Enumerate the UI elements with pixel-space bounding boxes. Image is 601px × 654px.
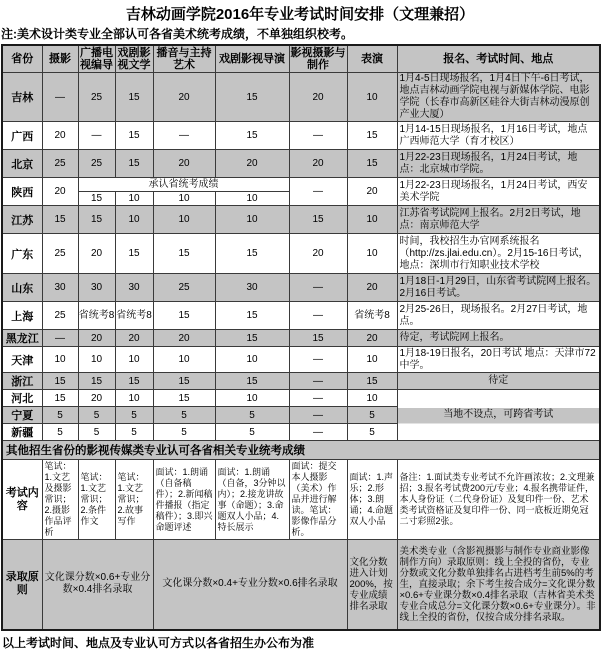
cross-province-info-cell: 当地不设点，可跨省考试 — [397, 390, 600, 441]
province-name: 陕西 — [2, 178, 42, 206]
quota-cell: 10 — [347, 73, 397, 122]
exam-info-cell: 待定，考试院网上报名。 — [397, 330, 600, 347]
province-name: 新疆 — [2, 424, 42, 441]
province-name: 广西 — [2, 122, 42, 150]
province-name: 广东 — [2, 234, 42, 274]
quota-cell: 15 — [215, 234, 289, 274]
quota-cell: 20 — [289, 73, 347, 122]
col-header-performance: 表演 — [347, 45, 397, 73]
quota-cell: 15 — [78, 206, 115, 234]
quota-cell: 15 — [215, 330, 289, 347]
quota-cell: — — [289, 390, 347, 407]
quota-cell: 15 — [215, 73, 289, 122]
quota-cell: 10 — [215, 206, 289, 234]
remark-cell: 备注：1.面试类专业考试不允许画浓妆；2.文理兼招；3.报名考试费200元/专业；4.报名携带证件，本人身份证（二代身份证）及复印件一份、艺术类考试资格证及复印件一份、同一底板近期免冠二寸彩照2张。 — [397, 460, 600, 540]
quota-cell: 20 — [347, 330, 397, 347]
quota-cell: 25 — [78, 73, 115, 122]
quota-cell: 25 — [42, 234, 78, 274]
exam-info-cell: 1月22-23日现场报名，1月24日考试，地点：北京城市学院。 — [397, 150, 600, 178]
quota-cell: 20 — [347, 178, 397, 206]
col-header-film-production: 影视摄影与制作 — [290, 47, 346, 71]
quota-cell: 15 — [215, 122, 289, 150]
quota-cell: 20 — [78, 330, 115, 347]
table-row — [2, 150, 600, 178]
quota-cell: 25 — [153, 274, 215, 302]
quota-cell: 20 — [42, 178, 78, 206]
quota-cell: 10 — [115, 390, 153, 407]
quota-cell: 15 — [115, 73, 153, 122]
quota-cell: — — [289, 178, 347, 206]
quota-cell: 10 — [115, 347, 153, 373]
quota-cell: 10 — [347, 347, 397, 373]
quota-cell: 20 — [153, 150, 215, 178]
table-row — [2, 347, 600, 373]
admission-rule-label: 录取原则 — [2, 540, 42, 630]
col-header-drama-literature: 戏剧影视文学 — [115, 45, 153, 73]
exam-info-cell: 待定 — [397, 373, 600, 390]
exam-content-row — [2, 460, 600, 540]
quota-cell: 20 — [42, 122, 78, 150]
header-row — [2, 45, 600, 73]
quota-cell: 5 — [115, 407, 153, 424]
other-provinces-note: 其他招生省份的影视传媒类专业认可各省相关专业统考成绩 — [2, 441, 600, 460]
quota-cell: 20 — [78, 390, 115, 407]
bottom-disclaimer: 以上考试时间、地点及专业认可方式以各省招生办公布为准 — [2, 635, 315, 650]
quota-cell: 15 — [347, 373, 397, 390]
quota-cell: 15 — [215, 373, 289, 390]
quota-cell: — — [78, 122, 115, 150]
table-row — [2, 178, 600, 192]
quota-cell: 30 — [215, 274, 289, 302]
quota-cell: 15 — [153, 302, 215, 330]
quota-cell: 10 — [153, 347, 215, 373]
quota-cell: 10 — [347, 206, 397, 234]
quota-cell: 省统考8 — [78, 302, 115, 330]
exam-info-cell: 江苏省考试院网上报名。2月2日考试，地点：南京师范大学 — [397, 206, 600, 234]
table-row — [2, 122, 600, 150]
quota-cell: 20 — [289, 150, 347, 178]
province-name: 上海 — [2, 302, 42, 330]
quota-cell: 15 — [289, 206, 347, 234]
exam-content-cell: 笔试：1.文艺及摄影常识；2.摄影作品评析 — [42, 460, 78, 540]
quota-cell: 5 — [153, 407, 215, 424]
exam-content-cell: 面试：1.朗诵（自备稿件）；2.新闻稿件播报（指定稿件）；3.即兴命题评述 — [153, 460, 215, 540]
quota-cell: — — [289, 274, 347, 302]
quota-cell: 15 — [215, 302, 289, 330]
province-name: 山东 — [2, 274, 42, 302]
quota-cell: — — [153, 122, 215, 150]
quota-cell: 15 — [42, 373, 78, 390]
table-row — [2, 206, 600, 234]
other-provinces-row — [2, 441, 600, 460]
admission-rule-cell: 文化课分数×0.6+专业分数×0.4排名录取 — [42, 540, 153, 630]
quota-cell: 10 — [115, 192, 153, 206]
quota-cell: 15 — [78, 192, 115, 206]
quota-cell: 10 — [215, 192, 289, 206]
col-header-film-directing: 戏剧影视导演 — [215, 45, 289, 73]
exam-content-cell: 面试：1.声乐；2.形体；3.朗诵；4.命题双人小品 — [347, 460, 397, 540]
quota-cell: 省统考8 — [115, 302, 153, 330]
quota-cell: 15 — [153, 234, 215, 274]
exam-content-cell: 笔试：1.文艺常识；2.故事写作 — [115, 460, 153, 540]
table-row — [2, 274, 600, 302]
province-name: 江苏 — [2, 206, 42, 234]
exam-info-cell: 1月18-19日报名，20日考试 地点：天津市72中学。 — [397, 347, 600, 373]
quota-cell: 20 — [347, 274, 397, 302]
exam-info-cell: 1月18日-1月29日，山东省考试院网上报名。2月16日考试。 — [397, 274, 600, 302]
quota-cell: 15 — [115, 150, 153, 178]
quota-cell: 10 — [347, 390, 397, 407]
quota-cell: 15 — [115, 122, 153, 150]
quota-cell: 20 — [78, 234, 115, 274]
exam-content-cell: 面试：提交本人摄影（美术）作品并进行解读。笔试：影像作品分析。 — [289, 460, 347, 540]
quota-cell: 15 — [42, 206, 78, 234]
quota-cell: 5 — [153, 424, 215, 441]
quota-cell: — — [289, 347, 347, 373]
province-name: 黑龙江 — [2, 330, 42, 347]
table-row — [2, 373, 600, 390]
quota-cell: 10 — [42, 347, 78, 373]
table-row — [2, 390, 600, 407]
quota-cell: 20 — [115, 330, 153, 347]
province-name: 宁夏 — [2, 407, 42, 424]
quota-cell: 省统考8 — [347, 302, 397, 330]
quota-cell: 5 — [347, 407, 397, 424]
quota-cell: — — [289, 373, 347, 390]
province-name: 吉林 — [2, 73, 42, 122]
table-row — [2, 73, 600, 122]
quota-cell: 25 — [42, 302, 78, 330]
quota-cell: — — [42, 330, 78, 347]
province-name: 天津 — [2, 347, 42, 373]
quota-cell: 5 — [42, 407, 78, 424]
quota-cell: 5 — [347, 424, 397, 441]
quota-cell: 10 — [215, 347, 289, 373]
quota-cell: 15 — [153, 373, 215, 390]
quota-cell: 15 — [78, 373, 115, 390]
col-header-exam-info: 报名、考试时间、地点 — [397, 45, 600, 73]
table-row — [2, 302, 600, 330]
province-name: 河北 — [2, 390, 42, 407]
quota-cell: 5 — [215, 424, 289, 441]
quota-cell: — — [289, 122, 347, 150]
admission-rule-cell: 文化分数进入计划200%，按专业成绩排名录取 — [347, 540, 397, 630]
quota-cell: 30 — [42, 274, 78, 302]
admission-rule-row — [2, 540, 600, 630]
quota-cell: 5 — [78, 424, 115, 441]
quota-cell: 10 — [115, 206, 153, 234]
col-header-hosting: 播音与主持艺术 — [153, 45, 215, 73]
exam-info-cell: 时间，我校招生办官网系统报名（http://zs.jlai.edu.cn）。2月15-16日考试，地点：深圳市行知职业技术学校 — [397, 234, 600, 274]
art-major-admission-cell: 美术类专业（含影视摄影与制作专业商业影像制作方向）录取原则：线上全投的省份，专业分数或文化分数单独排名占进档考生前5%的考生，直接录取；余下考生按合成分=文化课分数×0.6+专业课分数×0.4排名录取（吉林省美术类专业合成总分=文化课分数×0.6+专业课分）。非线上全投的省份，仅按合成分排名录取。 — [397, 540, 600, 630]
quota-cell: 20 — [153, 330, 215, 347]
quota-cell: — — [289, 424, 347, 441]
col-header-photography: 摄影 — [42, 45, 78, 73]
col-header-province: 省份 — [2, 45, 42, 73]
quota-cell: 15 — [115, 234, 153, 274]
quota-cell: 10 — [153, 192, 215, 206]
quota-cell: 10 — [347, 234, 397, 274]
top-note: 注:美术设计类专业全部认可各省美术统考成绩，不单独组织校考。 — [1, 27, 353, 41]
quota-cell: 15 — [289, 330, 347, 347]
quota-cell: 10 — [153, 206, 215, 234]
quota-cell: 10 — [215, 390, 289, 407]
quota-cell: 5 — [42, 424, 78, 441]
quota-cell: 5 — [78, 407, 115, 424]
quota-cell: 15 — [42, 390, 78, 407]
col-header-broadcast-directing: 广播电视编导 — [80, 47, 113, 71]
provincial-exam-accepted-cell: 承认省统考成绩 — [78, 178, 289, 192]
quota-cell: 15 — [153, 390, 215, 407]
exam-content-cell: 面试：1.朗诵（自备，3分钟以内）；2.接龙讲故事（命题）；3.命题双人小品；4.特长展示 — [215, 460, 289, 540]
quota-cell: 15 — [115, 373, 153, 390]
exam-schedule-table — [1, 44, 601, 631]
quota-cell: — — [289, 302, 347, 330]
exam-info-cell: 1月14-15日现场报名，1月16日考试，地点广西师范大学（育才校区） — [397, 122, 600, 150]
quota-cell: 30 — [115, 274, 153, 302]
page-title: 吉林动画学院2016年专业考试时间安排（文理兼招） — [125, 6, 475, 23]
exam-info-cell: 1月4-5日现场报名，1月4日下午-6日考试，地点吉林动画学院电视与新媒体学院、电影学院（长春市高新区硅谷大街吉林动漫原创产业大厦） — [397, 73, 600, 122]
quota-cell: 15 — [347, 150, 397, 178]
quota-cell: — — [42, 73, 78, 122]
quota-cell: 15 — [347, 122, 397, 150]
quota-cell: 20 — [215, 150, 289, 178]
table-row — [2, 234, 600, 274]
admission-rule-cell: 文化课分数×0.4+专业分数×0.6排名录取 — [153, 540, 347, 630]
quota-cell: — — [289, 407, 347, 424]
quota-cell: 5 — [115, 424, 153, 441]
exam-info-cell: 2月25-26日，现场报名。2月27日考试，地点。 — [397, 302, 600, 330]
quota-cell: 5 — [215, 407, 289, 424]
quota-cell: 25 — [42, 150, 78, 178]
province-name: 北京 — [2, 150, 42, 178]
province-name: 浙江 — [2, 373, 42, 390]
quota-cell: 30 — [78, 274, 115, 302]
quota-cell: 25 — [78, 150, 115, 178]
quota-cell: 10 — [78, 347, 115, 373]
quota-cell: 20 — [153, 73, 215, 122]
exam-info-cell: 1月22-23日现场报名，1月24日考试，西安美术学院 — [397, 178, 600, 206]
exam-content-cell: 笔试：1.文艺常识；2.条件作文 — [78, 460, 115, 540]
quota-cell: 20 — [289, 234, 347, 274]
table-row — [2, 330, 600, 347]
exam-content-label: 考试内容 — [2, 460, 42, 540]
